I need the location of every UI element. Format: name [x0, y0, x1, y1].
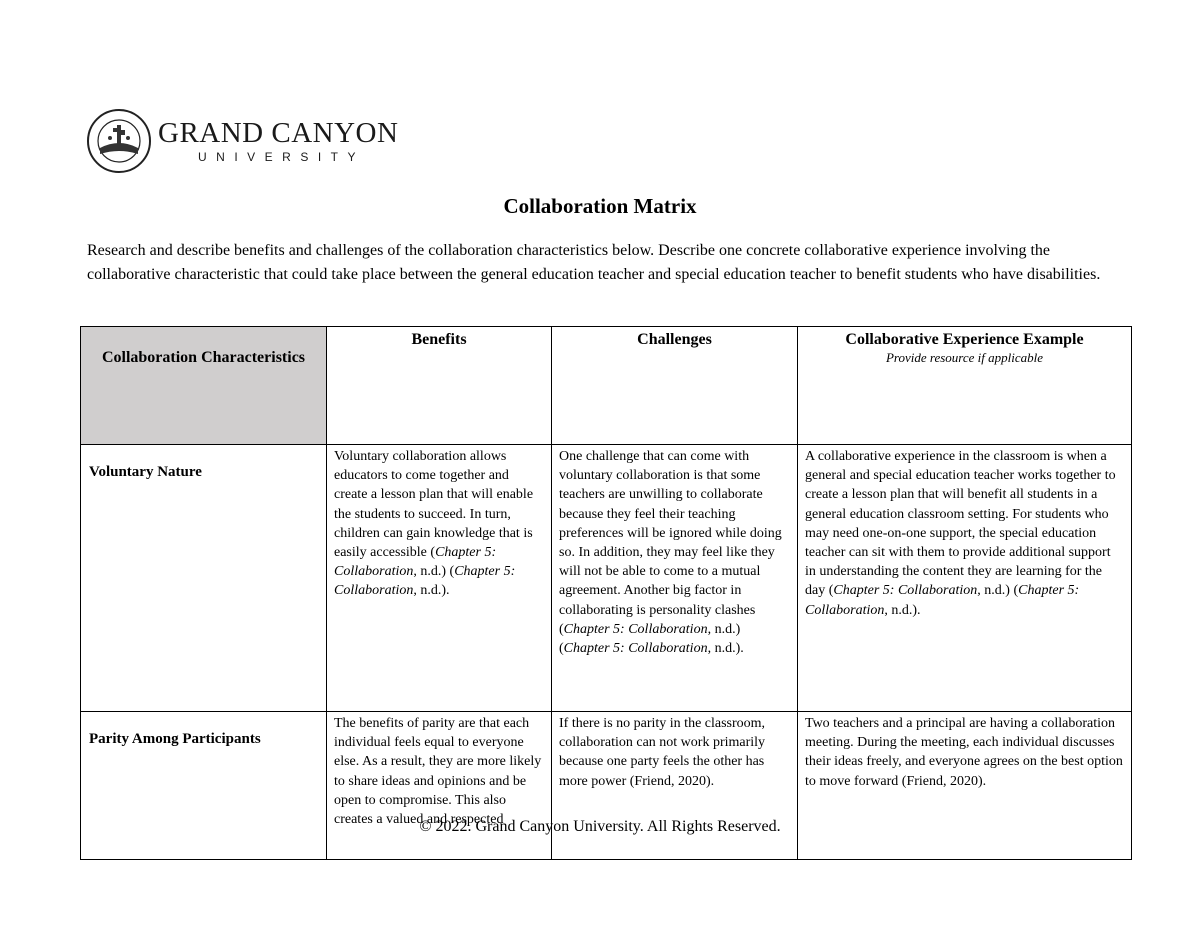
header-experience-label: Collaborative Experience Example [845, 331, 1084, 348]
cell-citation: Chapter 5: Collaboration [563, 641, 708, 657]
header-challenges: Challenges [552, 327, 798, 445]
row-benefits-text: The benefits of parity are that each individual feels equal to everyone else. As a result, they are more likely to share ideas and opinions and be open to compromise. This also creates a valued and respected [334, 716, 542, 828]
collaboration-matrix-table [80, 326, 1132, 860]
cell-text: Voluntary collaboration allows educators to come together and create a lesson plan that will enable the students to succeed. In turn, children can gain knowledge that is easily accessible ( [334, 449, 534, 561]
row-characteristic: Parity Among Participants [81, 712, 327, 860]
table-header-row [81, 327, 1132, 445]
row-benefits [327, 712, 552, 860]
cell-text: One challenge that can come with voluntary collaboration is that some teachers are unwilling to collaborate because they feel their teaching preferences will be ignored while doing so. In addition, they may feel like they will not be able to come to a mutual agreement. Another big factor in collaborating is personality clashes ( [559, 449, 782, 637]
cell-citation: Chapter 5: Collaboration [833, 583, 978, 599]
row-challenges [552, 712, 798, 860]
cell-citation: Chapter 5: Collaboration [563, 621, 708, 637]
row-characteristic: Voluntary Nature [81, 445, 327, 712]
header-characteristics-label: Collaboration Characteristics [101, 349, 306, 366]
header-experience [798, 327, 1132, 445]
header-experience-sub: Provide resource if applicable [885, 350, 1044, 365]
copyright-footer: © 2022. Grand Canyon University. All Rights Reserved. [419, 818, 781, 835]
cell-text: A collaborative experience in the classroom is when a general and special education teacher works together to create a lesson plan that will benefit all students in a general education classroom setting. For students who may need one-on-one support, the special education teacher can sit with them to provide additional support in understanding the content they are learning for the day ( [805, 449, 1116, 599]
header-benefits: Benefits [327, 327, 552, 445]
row-experience [798, 712, 1132, 860]
intro-paragraph: Research and describe benefits and challenges of the collaboration characteristics below. Describe one concrete collaborative experience involving the collaborative characteristic that could take place between the general education teacher and special education teacher to benefit students who have disabilities. [87, 242, 1101, 283]
logo-line-1: GRAND CANYON [158, 117, 399, 149]
gcu-logo [86, 108, 398, 174]
row-challenges-text: If there is no parity in the classroom, collaboration can not work primarily because one party feels the other has more power (Friend, 2020). [559, 716, 766, 789]
cell-text: , n.d.). [413, 583, 450, 599]
university-seal-icon [86, 108, 152, 174]
header-characteristics [81, 327, 327, 445]
row-experience [798, 445, 1132, 712]
cell-text: , n.d.) ( [977, 583, 1019, 599]
logo-line-2: UNIVERSITY [198, 150, 366, 164]
table-row [81, 712, 1132, 860]
row-challenges [552, 445, 798, 712]
cell-text: , n.d.). [884, 602, 921, 618]
cell-text: , n.d.) ( [559, 621, 741, 657]
row-experience-text: Two teachers and a principal are having a collaboration meeting. During the meeting, each individual discusses their ideas freely, and everyone agrees on the best option to move forward (Friend, 2020). [805, 716, 1123, 789]
cell-text: , n.d.) ( [413, 564, 455, 580]
cell-citation: Chapter 5: Collaboration [334, 564, 516, 599]
cell-citation: Chapter 5: Collaboration [334, 545, 497, 580]
row-benefits [327, 445, 552, 712]
cell-text: , n.d.). [707, 641, 744, 657]
page-title: Collaboration Matrix [503, 194, 697, 218]
cell-citation: Chapter 5: Collaboration [805, 583, 1080, 618]
table-row [81, 445, 1132, 712]
